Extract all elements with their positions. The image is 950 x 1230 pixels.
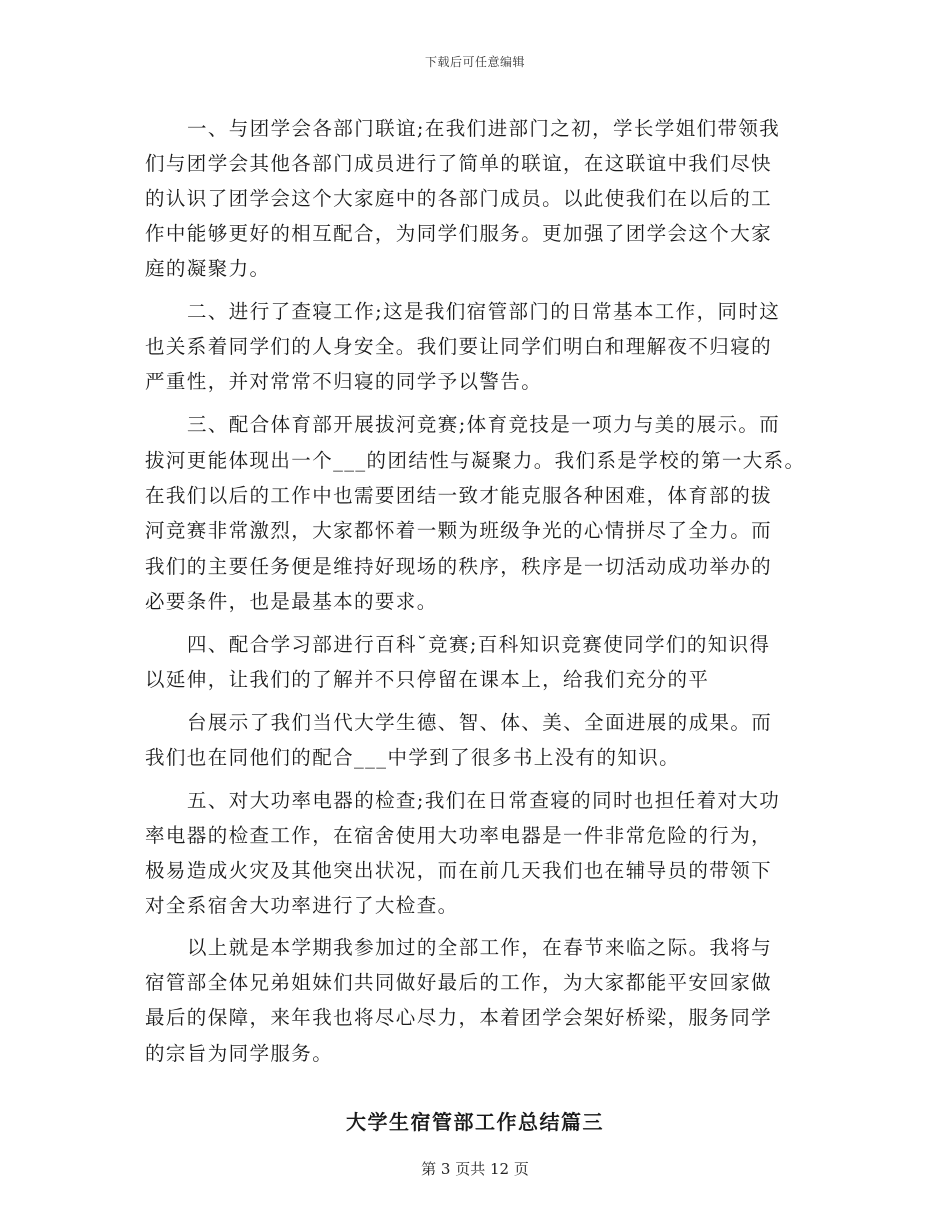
page-number: 第 3 页共 12 页	[421, 1160, 529, 1178]
text-line: 率电器的检查工作，在宿舍使用大功率电器是一件非常危险的行为，	[145, 824, 773, 847]
text-line: 我们也在同他们的配合___中学到了很多书上没有的知识。	[145, 746, 681, 769]
text-line: 的认识了团学会这个大家庭中的各部门成员。以此使我们在以后的工	[145, 187, 773, 210]
text-line: 也关系着同学们的人身安全。我们要让同学们明白和理解夜不归寝的	[145, 335, 773, 358]
text-line: 最后的保障，来年我也将尽心尽力，本着团学会架好桥梁，服务同学	[145, 1006, 773, 1029]
text-line: 宿管部全体兄弟姐妹们共同做好最后的工作，为大家都能平安回家做	[145, 971, 773, 994]
text-line: 庭的凝聚力。	[145, 257, 271, 280]
text-line: 对全系宿舍大功率进行了大检查。	[145, 894, 459, 917]
text-line: 三、配合体育部开展拔河竞赛;体育竞技是一项力与美的展示。而	[187, 413, 781, 436]
text-line: 在我们以后的工作中也需要团结一致才能克服各种困难，体育部的拔	[145, 484, 773, 507]
text-line: 二、进行了查寝工作;这是我们宿管部门的日常基本工作，同时这	[187, 300, 781, 323]
section-title: 大学生宿管部工作总结篇三	[346, 1110, 604, 1134]
text-line: 作中能够更好的相互配合，为同学们服务。更加强了团学会这个大家	[145, 222, 773, 245]
text-line: 我们的主要任务便是维持好现场的秩序，秩序是一切活动成功举办的	[145, 555, 773, 578]
text-line: 河竞赛非常激烈，大家都怀着一颗为班级争光的心情拼尽了全力。而	[145, 519, 773, 542]
text-line: 极易造成火灾及其他突出状况，而在前几天我们也在辅导员的带领下	[145, 859, 773, 882]
text-line: 台展示了我们当代大学生德、智、体、美、全面进展的成果。而	[187, 711, 773, 734]
text-line: 必要条件，也是最基本的要求。	[145, 590, 438, 613]
text-line: 以上就是本学期我参加过的全部工作，在春节来临之际。我将与	[187, 936, 773, 959]
text-line: 一、与团学会各部门联谊;在我们进部门之初，学长学姐们带领我	[187, 117, 781, 140]
text-line: 五、对大功率电器的检查;我们在日常查寝的同时也担任着对大功	[187, 789, 781, 812]
header-note: 下载后可任意编辑	[424, 55, 525, 69]
text-line: 以延伸，让我们的了解并不只停留在课本上，给我们充分的平	[145, 668, 710, 691]
text-line: 拔河更能体现出一个___的团结性与凝聚力。我们系是学校的第一大系。	[145, 449, 806, 472]
text-line: 们与团学会其他各部门成员进行了简单的联谊，在这联谊中我们尽快	[145, 152, 773, 175]
text-line: 四、配合学习部进行百科˘竞赛;百科知识竞赛使同学们的知识得	[187, 633, 771, 656]
text-line: 的宗旨为同学服务。	[145, 1042, 334, 1065]
text-line: 严重性，并对常常不归寝的同学予以警告。	[145, 370, 543, 393]
